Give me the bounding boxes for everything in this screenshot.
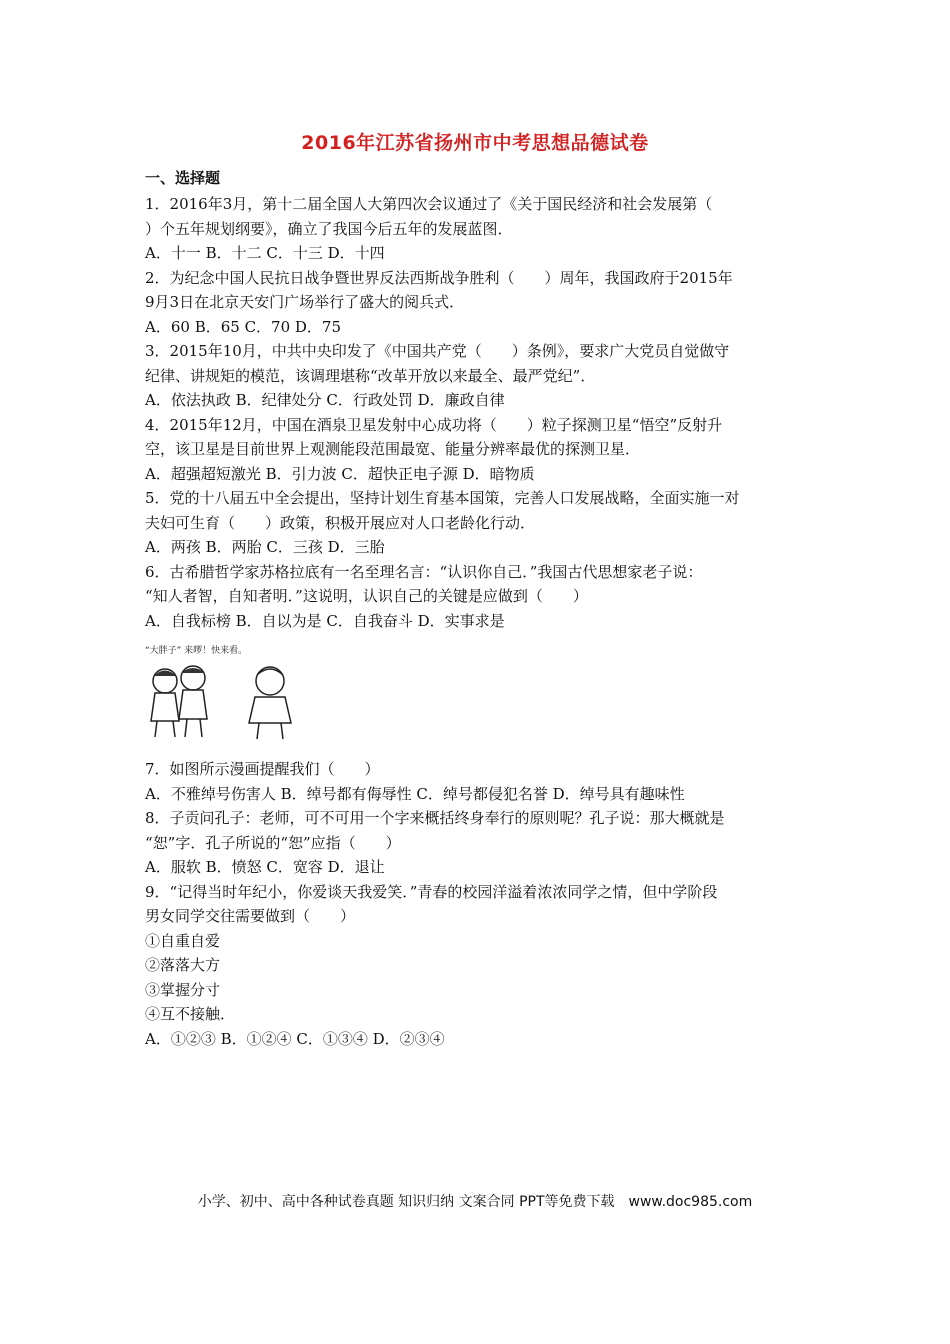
question-item	[145, 339, 825, 413]
question-list	[145, 192, 825, 1051]
question-options: A．服软 B．愤怒 C．宽容 D．退让	[145, 858, 385, 876]
question-text: 2．为纪念中国人民抗日战争暨世界反法西斯战争胜利（ ）周年，我国政府于2015年	[145, 268, 733, 287]
question-item	[145, 266, 825, 340]
question-text: ④互不接触．	[145, 1005, 236, 1023]
question-text: “恕”字．孔子所说的“恕”应指（ ）	[145, 833, 401, 852]
question-item	[145, 806, 825, 880]
question-text: 6．古希腊哲学家苏格拉底有一名至理名言：“认识你自己．”我国古代思想家老子说：	[145, 562, 703, 581]
questions-7-9	[145, 757, 825, 1051]
question-item	[145, 880, 825, 1052]
question-options: A．超强超短激光 B．引力波 C．超快正电子源 D．暗物质	[145, 464, 535, 483]
question-options: A．十一 B．十二 C．十三 D．十四	[145, 244, 385, 262]
question-text: 3．2015年10月，中共中央印发了《中国共产党（ ）条例》，要求广大党员自觉做守	[145, 342, 730, 360]
question-text: 8．子贡问孔子：老师，可不可用一个字来概括终身奉行的原则呢？孔子说：那大概就是	[145, 809, 725, 827]
question-item	[145, 192, 825, 266]
question-text: 1．2016年3月，第十二届全国人大第四次会议通过了《关于国民经济和社会发展第（	[145, 195, 713, 213]
cartoon-caption: “大胖子” 来啰！快来看。	[145, 646, 248, 656]
question-text: 4．2015年12月，中国在酒泉卫星发射中心成功将（ ）粒子探测卫星“悟空”反射升	[145, 415, 723, 434]
question-options: A．两孩 B．两胎 C．三孩 D．三胎	[145, 538, 385, 556]
question-options: A．60 B．65 C．70 D．75	[145, 317, 342, 336]
question-options: A．①②③ B．①②④ C．①③④ D．②③④	[145, 1029, 445, 1048]
section-heading: 一、选择题	[145, 169, 221, 187]
question-options: A．依法执政 B．纪律处分 C．行政处罚 D．廉政自律	[145, 391, 505, 409]
question-text: 9．“记得当时年纪小，你爱谈天我爱笑．”青春的校园洋溢着浓浓同学之情，但中学阶段	[145, 882, 718, 901]
question-text: 夫妇可生育（ ）政策，积极开展应对人口老龄化行动．	[145, 513, 536, 532]
question-item	[145, 486, 825, 560]
cartoon-illustration	[145, 643, 825, 743]
question-text: 9月3日在北京天安门广场举行了盛大的阅兵式．	[145, 293, 465, 311]
question-text: 7．如图所示漫画提醒我们（ ）	[145, 760, 380, 778]
question-text: ）个五年规划纲要》，确立了我国今后五年的发展蓝图．	[145, 219, 513, 238]
question-text: ③掌握分寸	[145, 980, 221, 999]
question-text: 男女同学交往需要做到（ ）	[145, 907, 356, 925]
question-text: ①自重自爱	[145, 931, 221, 950]
exam-title: 2016年江苏省扬州市中考思想品德试卷	[301, 132, 649, 154]
question-text: 5．党的十八届五中全会提出，坚持计划生育基本国策，完善人口发展战略，全面实施一对	[145, 489, 740, 507]
question-text: ②落落大方	[145, 956, 221, 974]
question-item	[145, 560, 825, 634]
cartoon-figures-icon	[145, 643, 315, 743]
question-item	[145, 757, 825, 806]
question-text: 空，该卫星是目前世界上观测能段范围最宽、能量分辨率最优的探测卫星．	[145, 440, 641, 458]
question-options: A．不雅绰号伤害人 B．绰号都有侮辱性 C．绰号都侵犯名誉 D．绰号具有趣味性	[145, 784, 685, 803]
question-text: 纪律、讲规矩的模范，该调理堪称“改革开放以来最全、最严党纪”．	[145, 366, 596, 385]
question-options: A．自我标榜 B．自以为是 C．自我奋斗 D．实事求是	[145, 611, 505, 630]
footer-text: 小学、初中、高中各种试卷真题 知识归纳 文案合同 PPT等免费下载 www.doc985.com	[197, 1194, 753, 1210]
questions-1-6	[145, 192, 825, 633]
question-text: “知人者智，自知者明．”这说明，认识自己的关键是应做到（ ）	[145, 587, 588, 605]
question-item	[145, 413, 825, 487]
